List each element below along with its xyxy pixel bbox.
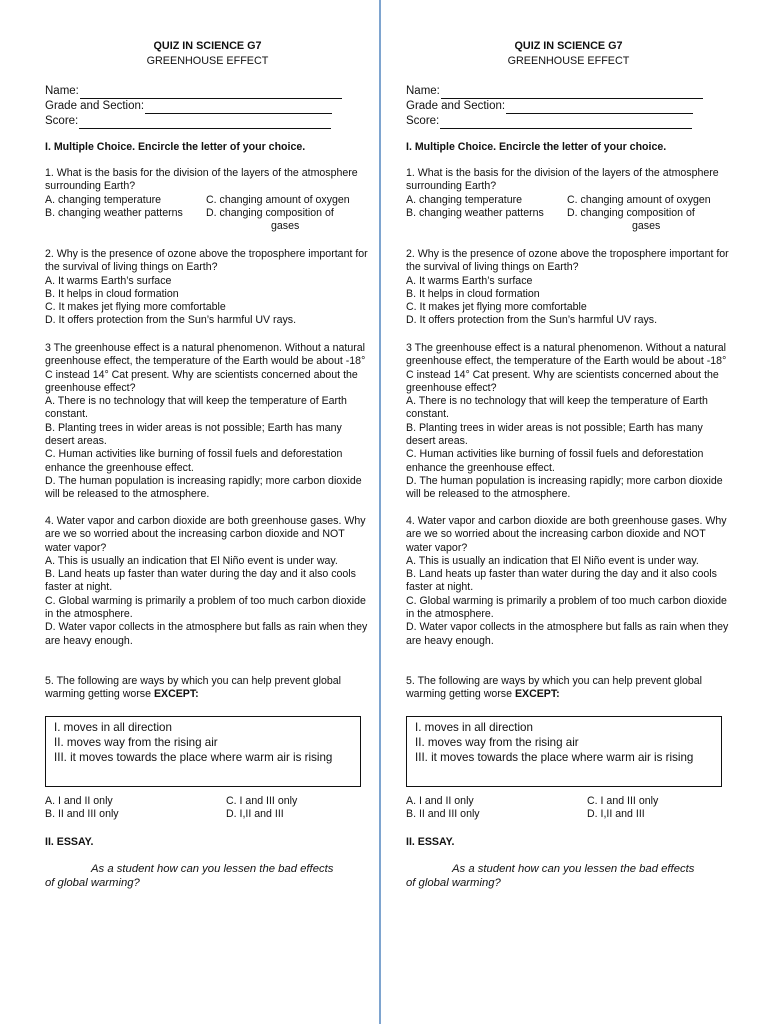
score-field[interactable] (45, 114, 365, 129)
section-2-heading: II. ESSAY. (45, 836, 94, 848)
q3-option-c[interactable]: C. Human activities like burning of fossil fuels and deforestation enhance the greenhouse effect. (45, 448, 343, 474)
q1-option-c[interactable]: C. changing amount of oxygen (567, 193, 711, 206)
section-1-heading: I. Multiple Choice. Encircle the letter of your choice. (45, 141, 306, 153)
question-5-prompt: 5. The following are ways by which you can help prevent global warming getting worse (45, 675, 342, 701)
q5-statement-2: II. moves way from the rising air (415, 736, 579, 749)
grade-line[interactable] (506, 101, 693, 114)
q5-statement-1: I. moves in all direction (415, 721, 533, 734)
question-4 (406, 515, 731, 648)
q4-option-c[interactable]: C. Global warming is primarily a problem of too much carbon dioxide in the atmosphere. (45, 594, 366, 621)
q5-statements-box (406, 716, 722, 787)
score-line[interactable] (79, 116, 331, 129)
q5-options (45, 795, 370, 822)
name-field[interactable] (45, 84, 365, 99)
name-label: Name: (406, 85, 440, 97)
q5-statement-2: II. moves way from the rising air (54, 736, 218, 749)
q3-option-a[interactable]: A. There is no technology that will keep the temperature of Earth constant. (45, 395, 347, 421)
score-line[interactable] (440, 116, 692, 129)
q4-option-a[interactable]: A. This is usually an indication that El Niño event is under way. (45, 554, 338, 567)
q2-option-d[interactable]: D. It offers protection from the Sun’s harmful UV rays. (45, 314, 297, 327)
question-3-text: 3 The greenhouse effect is a natural phenomenon. Without a natural greenhouse effect, the temperature of the Earth would be about -18° C instead 14° Cat present. Why are scientists concerned about the greenhouse effect? (406, 342, 727, 394)
question-5-text (406, 675, 731, 702)
q5-statement-3: III. it moves towards the place where warm air is rising (54, 751, 333, 764)
q2-option-b[interactable]: B. It helps in cloud formation (45, 287, 179, 300)
q5-statement-3: III. it moves towards the place where warm air is rising (415, 751, 694, 764)
question-5-prompt: 5. The following are ways by which you can help prevent global warming getting worse (406, 675, 703, 701)
q4-option-b[interactable]: B. Land heats up faster than water during the day and it also cools faster at night. (45, 568, 356, 594)
q1-option-a[interactable]: A. changing temperature (406, 193, 523, 206)
grade-field[interactable] (406, 99, 726, 114)
q3-option-a[interactable]: A. There is no technology that will keep the temperature of Earth constant. (406, 395, 708, 421)
question-5-except: EXCEPT: (514, 688, 560, 701)
q5-option-c[interactable]: C. I and III only (587, 795, 659, 807)
q5-option-a[interactable]: A. I and II only (406, 795, 474, 807)
q2-option-a[interactable]: A. It warms Earth’s surface (45, 274, 172, 287)
q3-option-c[interactable]: C. Human activities like burning of fossil fuels and deforestation enhance the greenhouse effect. (406, 448, 704, 474)
student-info (45, 84, 365, 129)
name-field[interactable] (406, 84, 726, 99)
question-1 (406, 167, 731, 233)
name-label: Name: (45, 85, 79, 97)
question-2 (406, 248, 731, 328)
grade-label: Grade and Section: (45, 100, 145, 112)
q4-option-d[interactable]: D. Water vapor collects in the atmosphere but falls as rain when they are heavy enough. (45, 621, 368, 647)
essay-line-1: As a student how can you lessen the bad effects (452, 863, 695, 875)
q5-option-d[interactable]: D. I,II and III (226, 808, 284, 821)
quiz-subtitle: GREENHOUSE EFFECT (507, 55, 630, 67)
section-2-heading: II. ESSAY. (406, 836, 455, 848)
question-2-text: 2. Why is the presence of ozone above the troposphere important for the survival of living things on Earth? (406, 248, 729, 274)
q1-option-d[interactable]: D. changing composition of (206, 206, 334, 219)
question-3 (406, 342, 731, 502)
quiz-title: QUIZ IN SCIENCE G7 (153, 40, 262, 52)
grade-label: Grade and Section: (406, 100, 506, 112)
q2-option-b[interactable]: B. It helps in cloud formation (406, 287, 540, 300)
score-label: Score: (45, 115, 79, 127)
q1-option-b[interactable]: B. changing weather patterns (406, 206, 544, 219)
question-2-text: 2. Why is the presence of ozone above the troposphere important for the survival of living things on Earth? (45, 248, 368, 274)
q1-option-c[interactable]: C. changing amount of oxygen (206, 193, 350, 206)
score-field[interactable] (406, 114, 726, 129)
q4-option-d[interactable]: D. Water vapor collects in the atmosphere but falls as rain when they are heavy enough. (406, 621, 729, 647)
q4-option-b[interactable]: B. Land heats up faster than water during the day and it also cools faster at night. (406, 568, 717, 594)
q3-option-b[interactable]: B. Planting trees in wider areas is not possible; Earth has many desert areas. (406, 421, 703, 448)
question-1-text: 1. What is the basis for the division of the layers of the atmosphere surrounding Earth? (45, 167, 358, 193)
q1-option-d-cont: gases (632, 220, 661, 233)
essay-line-1: As a student how can you lessen the bad effects (91, 863, 334, 875)
q5-statement-1: I. moves in all direction (54, 721, 172, 734)
essay-line-2: of global warming? (45, 877, 140, 889)
essay-line-2: of global warming? (406, 877, 501, 889)
grade-line[interactable] (145, 101, 332, 114)
q3-option-b[interactable]: B. Planting trees in wider areas is not possible; Earth has many desert areas. (45, 421, 342, 448)
question-5 (45, 675, 370, 702)
q1-option-b[interactable]: B. changing weather patterns (45, 206, 183, 219)
name-line[interactable] (80, 86, 342, 99)
question-1-text: 1. What is the basis for the division of the layers of the atmosphere surrounding Earth? (406, 167, 719, 193)
name-line[interactable] (441, 86, 703, 99)
q4-option-c[interactable]: C. Global warming is primarily a problem of too much carbon dioxide in the atmosphere. (406, 594, 727, 621)
question-2 (45, 248, 370, 328)
column-divider (379, 0, 381, 1024)
q2-option-c[interactable]: C. It makes jet flying more comfortable (406, 301, 587, 314)
score-label: Score: (406, 115, 440, 127)
q1-option-a[interactable]: A. changing temperature (45, 193, 162, 206)
q5-option-c[interactable]: C. I and III only (226, 795, 298, 807)
question-3 (45, 342, 370, 502)
question-4 (45, 515, 370, 648)
q5-option-b[interactable]: B. II and III only (45, 808, 119, 821)
q1-option-d-cont: gases (271, 220, 300, 233)
q5-option-a[interactable]: A. I and II only (45, 795, 113, 807)
q2-option-c[interactable]: C. It makes jet flying more comfortable (45, 301, 226, 314)
student-info (406, 84, 726, 129)
q3-option-d[interactable]: D. The human population is increasing rapidly; more carbon dioxide will be released to the atmosphere. (406, 474, 723, 501)
q2-option-a[interactable]: A. It warms Earth’s surface (406, 274, 533, 287)
section-1-heading: I. Multiple Choice. Encircle the letter of your choice. (406, 141, 667, 153)
question-4-text: 4. Water vapor and carbon dioxide are both greenhouse gases. Why are we so worried about the increasing carbon dioxide and NOT water vapor? (45, 515, 366, 554)
q1-option-d[interactable]: D. changing composition of (567, 206, 695, 219)
question-4-text: 4. Water vapor and carbon dioxide are both greenhouse gases. Why are we so worried about the increasing carbon dioxide and NOT water vapor? (406, 515, 727, 554)
question-5-except: EXCEPT: (153, 688, 199, 701)
q5-options (406, 795, 731, 822)
question-5 (406, 675, 731, 702)
q5-option-d[interactable]: D. I,II and III (587, 808, 645, 821)
question-3-text: 3 The greenhouse effect is a natural phenomenon. Without a natural greenhouse effect, the temperature of the Earth would be about -18° C instead 14° Cat present. Why are scientists concerned about the greenhouse effect? (45, 342, 366, 394)
q5-option-b[interactable]: B. II and III only (406, 808, 480, 821)
q3-option-d[interactable]: D. The human population is increasing rapidly; more carbon dioxide will be released to the atmosphere. (45, 474, 362, 501)
question-5-text (45, 675, 370, 702)
essay-prompt (45, 862, 370, 890)
grade-field[interactable] (45, 99, 365, 114)
quiz-title: QUIZ IN SCIENCE G7 (514, 40, 623, 52)
quiz-subtitle: GREENHOUSE EFFECT (146, 55, 269, 67)
q5-statements-box (45, 716, 361, 787)
essay-prompt (406, 862, 731, 890)
q4-option-a[interactable]: A. This is usually an indication that El Niño event is under way. (406, 554, 699, 567)
q2-option-d[interactable]: D. It offers protection from the Sun’s harmful UV rays. (406, 314, 658, 327)
question-1 (45, 167, 370, 233)
